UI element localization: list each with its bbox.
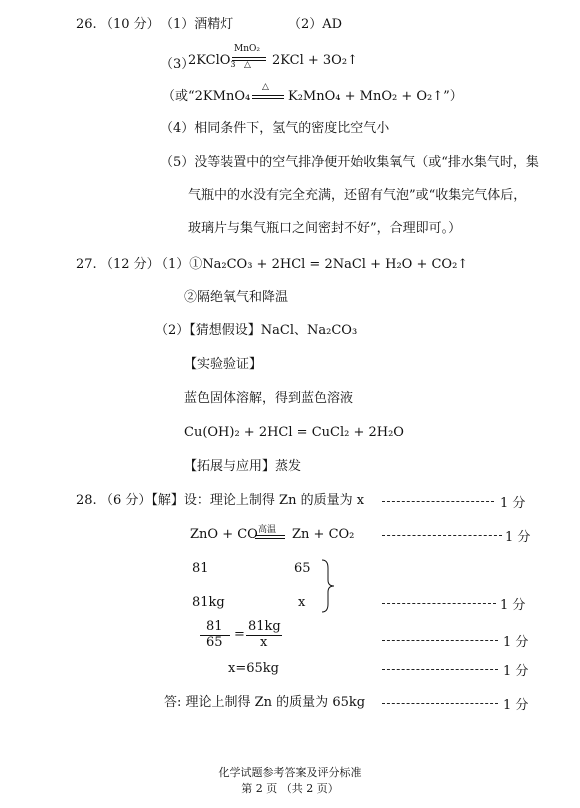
q26-points: （10 分） [100,17,160,32]
q26-heat-symbol: △ [244,60,251,70]
q26-part3-lhs: 2KClO$_3$ [188,53,236,69]
q26-part3-rhs: 2KCl + 3O₂↑ [272,53,358,68]
q28-dash-4 [382,640,498,641]
q26-part5-line1: （5）没等装置中的空气排净便开始收集氧气（或“排水集气时，集 [160,155,539,170]
q28-score-3: 1 分 [500,598,526,613]
q26-number: 26. [76,17,97,32]
q27-points: （12 分） [100,257,160,272]
q26-part5-line3: 玻璃片与集气瓶口之间密封不好”，合理即可。） [188,221,462,236]
q27-verify-text: 蓝色固体溶解，得到蓝色溶液 [184,391,354,406]
q26-alt-heat-symbol: △ [262,82,269,92]
q26-part1: （1）酒精灯 [160,17,234,32]
footer-title: 化学试题参考答案及评分标准 [218,766,362,779]
q28-eq-lhs: ZnO + CO [190,527,258,542]
q28-frac1-den: 65 [206,635,223,650]
q26-alt-bar-bottom [252,98,284,99]
q26-alt-bar-top [252,95,284,96]
q28-mass-81kg: 81kg [192,595,225,610]
q28-mass-81: 81 [192,561,209,576]
q28-dash-3 [382,603,496,604]
q28-frac-equals: = [234,627,245,642]
q26-alt-rhs: K₂MnO₄ + MnO₂ + O₂↑”） [288,89,463,104]
q26-part5-line2: 气瓶中的水没有完全充满，还留有气泡”或“收集完气体后， [188,188,527,203]
q27-part2: （2）【猜想假设】NaCl、Na₂CO₃ [155,323,358,338]
q28-dash-6 [382,703,498,704]
q28-mass-x: x [298,595,306,610]
q26-alt-lhs: （或“2KMnO₄ [162,89,251,104]
q28-reaction-bar-bottom [255,538,285,539]
q26-reaction-bar-top [232,57,266,58]
q28-dash-5 [382,669,498,670]
q28-score-5: 1 分 [503,664,529,679]
q27-number: 27. [76,257,97,272]
q26-part3-label: （3） [160,57,195,72]
q28-answer: 答: 理论上制得 Zn 的质量为 65kg [164,695,366,710]
q28-score-1: 1 分 [500,496,526,511]
q28-high-temp-label: 高温 [258,525,277,535]
q27-verify-heading: 【实验验证】 [184,357,263,372]
footer-page: 第 2 页 （共 2 页） [241,782,339,795]
q28-dash-2 [382,535,502,536]
q28-frac1-num: 81 [206,619,223,634]
q27-part1b: ②隔绝氧气和降温 [184,290,289,305]
q28-setup: （6 分）【解】设：理论上制得 Zn 的质量为 x [100,493,365,508]
q28-score-6: 1 分 [503,698,529,713]
q26-part4: （4）相同条件下，氢气的密度比空气小 [160,121,390,136]
q28-mass-65: 65 [294,561,311,576]
q26-part2: （2）AD [288,17,343,32]
q27-extend: 【拓展与应用】蒸发 [184,459,302,474]
q28-score-4: 1 分 [503,635,529,650]
q28-brace-icon [318,558,338,614]
q26-catalyst-label: MnO₂ [234,44,260,54]
q28-frac2-num: 81kg [248,619,281,634]
q28-eq-rhs: Zn + CO₂ [292,527,355,542]
q28-result: x=65kg [228,661,279,676]
q28-frac2-den: x [260,635,268,650]
q28-score-2: 1 分 [505,530,531,545]
q28-dash-1 [382,501,494,502]
q27-part1: （1）①Na₂CO₃ + 2HCl = 2NaCl + H₂O + CO₂↑ [155,257,469,272]
q27-equation: Cu(OH)₂ + 2HCl = CuCl₂ + 2H₂O [184,425,404,440]
q28-number: 28. [76,493,97,508]
q28-reaction-bar-top [255,535,285,536]
